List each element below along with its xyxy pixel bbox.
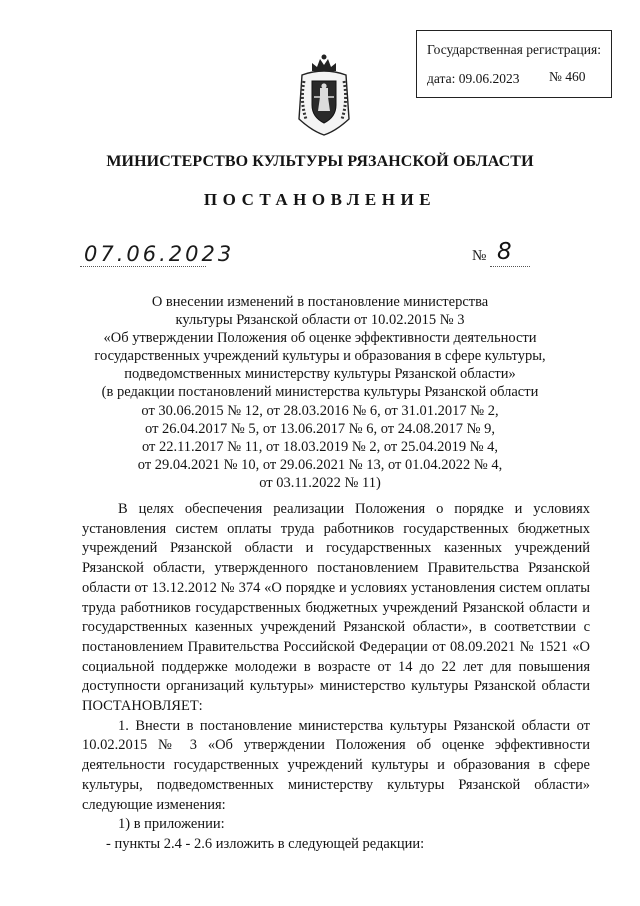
document-number-label: № [472, 248, 487, 264]
ministry-name: МИНИСТЕРСТВО КУЛЬТУРЫ РЯЗАНСКОЙ ОБЛАСТИ [106, 153, 534, 170]
title-line: от 26.04.2017 № 5, от 13.06.2017 № 6, от 24.08.2017 № 9, [145, 420, 495, 437]
title-line: культуры Рязанской области от 10.02.2015 № 3 [175, 312, 465, 329]
registration-label: Государственная регистрация: [427, 42, 601, 57]
title-line: подведомственных министерству культуры Рязанской области» [124, 366, 516, 383]
document-body [82, 500, 590, 855]
subitem-1-paragraph: 1) в приложении: [118, 816, 225, 833]
title-line: от 29.04.2021 № 10, от 29.06.2021 № 13, от 01.04.2022 № 4, [137, 456, 503, 473]
title-line: «Об утверждении Положения об оценке эффективности деятельности [103, 330, 537, 347]
title-line: (в редакции постановлений министерства культуры Рязанской области [101, 384, 539, 401]
coat-of-arms-icon [296, 53, 352, 137]
document-date: 07.06.2023 [84, 242, 235, 266]
title-line: государственных учреждений культуры и образования в сфере культуры, [94, 348, 546, 365]
item-1-paragraph: 1. Внести в постановление министерства культуры Рязанской области от 10.02.2015 № 3 «Об утверждении Положения об оценке эффективности деятельности государственных учреждений культуры и образования в сфере культуры, подведомственных министерству культуры Рязанской области» следующие изменения: [82, 717, 590, 813]
registration-date: дата: 09.06.2023 [427, 70, 520, 86]
document-type: ПОСТАНОВЛЕНИЕ [203, 190, 437, 209]
document-number: 8 [497, 239, 512, 265]
number-underline [490, 266, 530, 267]
preamble-paragraph: В целях обеспечения реализации Положения о порядке и условиях установления систем оплаты труда работников государственных бюджетных учреждений Рязанской области и государственных казенных учреждений Рязанской области, утвержденного постановлением Правительства Рязанской области от 13.12.2012 № 374 «О порядке и условиях установления систем оплаты труда работников государственных бюджетных учреждений Рязанской области и государственных казенных учреждений Рязанской области», в соответствии с постановлением Правительства Российской Федерации от 08.09.2021 № 1521 «О социальной поддержке молодежи в возрасте от 14 до 22 лет для повышения доступности организаций культуры» министерство культуры Рязанской области ПОСТАНОВЛЯЕТ: [82, 501, 590, 715]
title-line: от 22.11.2017 № 11, от 18.03.2019 № 2, от 25.04.2019 № 4, [141, 438, 499, 455]
date-underline [80, 266, 206, 267]
document-title [0, 293, 640, 492]
title-line: от 30.06.2015 № 12, от 28.03.2016 № 6, от 31.01.2017 № 2, [141, 402, 499, 419]
registration-number: № 460 [549, 69, 586, 84]
registration-stamp [416, 30, 612, 98]
title-line: О внесении изменений в постановление министерства [151, 294, 489, 310]
title-line: от 03.11.2022 № 11) [259, 474, 381, 491]
dash-item-paragraph: - пункты 2.4 - 2.6 изложить в следующей редакции: [106, 835, 425, 852]
